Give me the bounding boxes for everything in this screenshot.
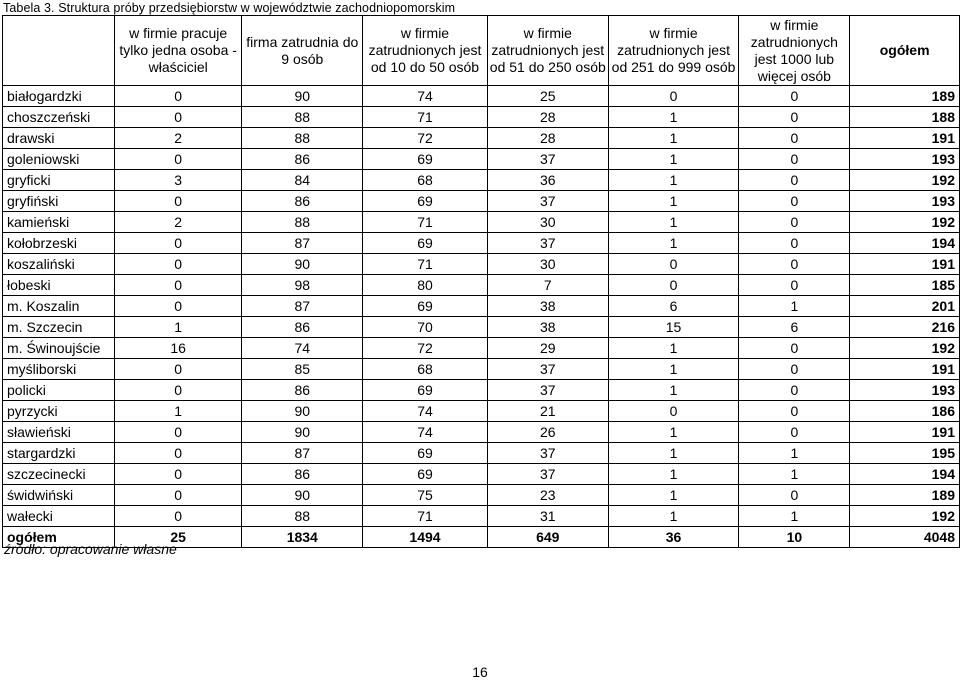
table-row <box>3 401 960 422</box>
table-row <box>3 128 960 149</box>
table-row <box>3 443 960 464</box>
10-to-50-cell: 69 <box>363 233 488 254</box>
10-to-50-cell: 69 <box>363 191 488 212</box>
one-person-cell: 0 <box>114 275 242 296</box>
51-to-250-cell: 37 <box>487 443 608 464</box>
10-to-50-cell: 80 <box>363 275 488 296</box>
1000-plus-cell: 0 <box>739 191 850 212</box>
county-cell: wałecki <box>3 506 115 527</box>
total-cell: 185 <box>850 275 960 296</box>
10-to-50-cell: 72 <box>363 128 488 149</box>
251-to-999-cell: 0 <box>608 401 739 422</box>
up-to-9-cell: 90 <box>242 254 363 275</box>
10-to-50-cell: 74 <box>363 401 488 422</box>
total-cell: 192 <box>850 170 960 191</box>
1000-plus-cell: 0 <box>739 338 850 359</box>
1000-plus-cell: 6 <box>739 317 850 338</box>
table-row <box>3 275 960 296</box>
251-to-999-cell: 15 <box>608 317 739 338</box>
up-to-9-cell: 90 <box>242 422 363 443</box>
251-to-999-cell: 1 <box>608 422 739 443</box>
county-cell: m. Koszalin <box>3 296 115 317</box>
total-cell: 192 <box>850 212 960 233</box>
total-cell: 191 <box>850 359 960 380</box>
one-person-cell: 0 <box>114 506 242 527</box>
10-to-50-cell: 71 <box>363 254 488 275</box>
up-to-9-cell: 87 <box>242 296 363 317</box>
up-to-9-cell: 88 <box>242 212 363 233</box>
10-to-50-cell: 69 <box>363 443 488 464</box>
source-note: źródło: opracowanie własne <box>4 541 177 557</box>
header-51-to-250: w firmie zatrudnionych jest od 51 do 250 osób <box>487 16 608 86</box>
table-row <box>3 86 960 107</box>
header-total: ogółem <box>850 16 960 86</box>
one-person-cell: 0 <box>114 485 242 506</box>
one-person-cell: 2 <box>114 128 242 149</box>
header-1000-plus: w firmie zatrudnionych jest 1000 lub więcej osób <box>739 16 850 86</box>
up-to-9-cell: 1834 <box>242 527 363 548</box>
up-to-9-cell: 86 <box>242 317 363 338</box>
10-to-50-cell: 69 <box>363 296 488 317</box>
up-to-9-cell: 90 <box>242 86 363 107</box>
county-cell: pyrzycki <box>3 401 115 422</box>
county-cell: kamieński <box>3 212 115 233</box>
header-251-to-999: w firmie zatrudnionych jest od 251 do 999 osób <box>608 16 739 86</box>
up-to-9-cell: 88 <box>242 107 363 128</box>
51-to-250-cell: 28 <box>487 107 608 128</box>
up-to-9-cell: 74 <box>242 338 363 359</box>
251-to-999-cell: 1 <box>608 464 739 485</box>
1000-plus-cell: 0 <box>739 422 850 443</box>
1000-plus-cell: 1 <box>739 443 850 464</box>
table-row <box>3 485 960 506</box>
one-person-cell: 0 <box>114 107 242 128</box>
header-10-to-50: w firmie zatrudnionych jest od 10 do 50 osób <box>363 16 488 86</box>
county-cell: m. Świnoujście <box>3 338 115 359</box>
county-cell: choszczeński <box>3 107 115 128</box>
page-number: 16 <box>472 664 488 680</box>
county-cell: gryfiński <box>3 191 115 212</box>
table-row <box>3 422 960 443</box>
251-to-999-cell: 1 <box>608 443 739 464</box>
51-to-250-cell: 28 <box>487 128 608 149</box>
1000-plus-cell: 0 <box>739 485 850 506</box>
county-cell: sławieński <box>3 422 115 443</box>
1000-plus-cell: 0 <box>739 380 850 401</box>
one-person-cell: 0 <box>114 359 242 380</box>
table-row <box>3 212 960 233</box>
up-to-9-cell: 86 <box>242 191 363 212</box>
10-to-50-cell: 69 <box>363 464 488 485</box>
10-to-50-cell: 71 <box>363 107 488 128</box>
total-cell: 192 <box>850 338 960 359</box>
one-person-cell: 0 <box>114 422 242 443</box>
table-caption <box>3 1 455 15</box>
one-person-cell: 0 <box>114 233 242 254</box>
county-cell: m. Szczecin <box>3 317 115 338</box>
table-row <box>3 107 960 128</box>
county-cell: goleniowski <box>3 149 115 170</box>
total-cell: 193 <box>850 380 960 401</box>
251-to-999-cell: 1 <box>608 485 739 506</box>
1000-plus-cell: 0 <box>739 170 850 191</box>
up-to-9-cell: 88 <box>242 506 363 527</box>
table-row <box>3 149 960 170</box>
251-to-999-cell: 0 <box>608 254 739 275</box>
total-cell: 191 <box>850 254 960 275</box>
1000-plus-cell: 0 <box>739 86 850 107</box>
table-row <box>3 317 960 338</box>
251-to-999-cell: 1 <box>608 128 739 149</box>
51-to-250-cell: 37 <box>487 233 608 254</box>
251-to-999-cell: 1 <box>608 170 739 191</box>
county-cell: gryficki <box>3 170 115 191</box>
county-cell: białogardzki <box>3 86 115 107</box>
51-to-250-cell: 29 <box>487 338 608 359</box>
table-row <box>3 359 960 380</box>
251-to-999-cell: 1 <box>608 380 739 401</box>
10-to-50-cell: 71 <box>363 212 488 233</box>
up-to-9-cell: 85 <box>242 359 363 380</box>
table-row <box>3 254 960 275</box>
total-cell: 191 <box>850 422 960 443</box>
county-cell: świdwiński <box>3 485 115 506</box>
one-person-cell: 1 <box>114 401 242 422</box>
total-cell: 191 <box>850 128 960 149</box>
251-to-999-cell: 1 <box>608 359 739 380</box>
county-cell: policki <box>3 380 115 401</box>
table-row <box>3 296 960 317</box>
51-to-250-cell: 25 <box>487 86 608 107</box>
county-cell: szczecinecki <box>3 464 115 485</box>
total-cell: 193 <box>850 191 960 212</box>
county-cell: łobeski <box>3 275 115 296</box>
10-to-50-cell: 69 <box>363 380 488 401</box>
10-to-50-cell: 68 <box>363 170 488 191</box>
1000-plus-cell: 0 <box>739 401 850 422</box>
one-person-cell: 1 <box>114 317 242 338</box>
51-to-250-cell: 37 <box>487 149 608 170</box>
up-to-9-cell: 86 <box>242 149 363 170</box>
51-to-250-cell: 37 <box>487 359 608 380</box>
up-to-9-cell: 90 <box>242 485 363 506</box>
header-up-to-9: firma zatrudnia do 9 osób <box>242 16 363 86</box>
up-to-9-cell: 86 <box>242 464 363 485</box>
table-caption-text: Tabela 3. Struktura próby przedsiębiorstw w województwie zachodniopomorskim <box>3 1 456 15</box>
county-cell: koszaliński <box>3 254 115 275</box>
up-to-9-cell: 87 <box>242 233 363 254</box>
51-to-250-cell: 37 <box>487 380 608 401</box>
51-to-250-cell: 37 <box>487 464 608 485</box>
header-county <box>3 16 115 86</box>
total-cell: 189 <box>850 86 960 107</box>
51-to-250-cell: 23 <box>487 485 608 506</box>
total-cell: 201 <box>850 296 960 317</box>
1000-plus-cell: 1 <box>739 296 850 317</box>
251-to-999-cell: 0 <box>608 86 739 107</box>
one-person-cell: 0 <box>114 296 242 317</box>
1000-plus-cell: 1 <box>739 464 850 485</box>
10-to-50-cell: 75 <box>363 485 488 506</box>
251-to-999-cell: 1 <box>608 212 739 233</box>
one-person-cell: 0 <box>114 464 242 485</box>
51-to-250-cell: 31 <box>487 506 608 527</box>
1000-plus-cell: 0 <box>739 254 850 275</box>
1000-plus-cell: 0 <box>739 233 850 254</box>
1000-plus-cell: 0 <box>739 359 850 380</box>
51-to-250-cell: 30 <box>487 212 608 233</box>
total-cell: 188 <box>850 107 960 128</box>
table-row <box>3 338 960 359</box>
1000-plus-cell: 0 <box>739 275 850 296</box>
251-to-999-cell: 1 <box>608 338 739 359</box>
251-to-999-cell: 1 <box>608 149 739 170</box>
10-to-50-cell: 74 <box>363 86 488 107</box>
1000-plus-cell: 0 <box>739 212 850 233</box>
10-to-50-cell: 68 <box>363 359 488 380</box>
one-person-cell: 0 <box>114 443 242 464</box>
251-to-999-cell: 36 <box>608 527 739 548</box>
total-cell: 216 <box>850 317 960 338</box>
header-one-person: w firmie pracuje tylko jedna osoba - właściciel <box>114 16 242 86</box>
251-to-999-cell: 1 <box>608 506 739 527</box>
sample-structure-table <box>2 15 960 548</box>
total-cell: 4048 <box>850 527 960 548</box>
51-to-250-cell: 36 <box>487 170 608 191</box>
table-row <box>3 380 960 401</box>
up-to-9-cell: 87 <box>242 443 363 464</box>
10-to-50-cell: 72 <box>363 338 488 359</box>
51-to-250-cell: 37 <box>487 191 608 212</box>
51-to-250-cell: 30 <box>487 254 608 275</box>
10-to-50-cell: 71 <box>363 506 488 527</box>
up-to-9-cell: 90 <box>242 401 363 422</box>
251-to-999-cell: 1 <box>608 233 739 254</box>
10-to-50-cell: 70 <box>363 317 488 338</box>
county-cell: myśliborski <box>3 359 115 380</box>
table-row <box>3 464 960 485</box>
total-cell: 193 <box>850 149 960 170</box>
county-cell: kołobrzeski <box>3 233 115 254</box>
251-to-999-cell: 0 <box>608 275 739 296</box>
total-cell: 194 <box>850 464 960 485</box>
10-to-50-cell: 1494 <box>363 527 488 548</box>
1000-plus-cell: 0 <box>739 107 850 128</box>
county-cell: stargardzki <box>3 443 115 464</box>
10-to-50-cell: 69 <box>363 149 488 170</box>
251-to-999-cell: 1 <box>608 191 739 212</box>
51-to-250-cell: 38 <box>487 296 608 317</box>
one-person-cell: 25 <box>114 527 242 548</box>
table-row <box>3 170 960 191</box>
one-person-cell: 0 <box>114 149 242 170</box>
table-row <box>3 191 960 212</box>
51-to-250-cell: 21 <box>487 401 608 422</box>
county-cell: drawski <box>3 128 115 149</box>
51-to-250-cell: 649 <box>487 527 608 548</box>
one-person-cell: 0 <box>114 254 242 275</box>
1000-plus-cell: 1 <box>739 506 850 527</box>
total-cell: 186 <box>850 401 960 422</box>
county-cell: ogółem <box>3 527 115 548</box>
1000-plus-cell: 0 <box>739 128 850 149</box>
table-row <box>3 233 960 254</box>
1000-plus-cell: 0 <box>739 149 850 170</box>
251-to-999-cell: 1 <box>608 107 739 128</box>
one-person-cell: 3 <box>114 170 242 191</box>
one-person-cell: 0 <box>114 86 242 107</box>
table-header-row <box>3 16 960 86</box>
51-to-250-cell: 7 <box>487 275 608 296</box>
one-person-cell: 0 <box>114 380 242 401</box>
up-to-9-cell: 86 <box>242 380 363 401</box>
10-to-50-cell: 74 <box>363 422 488 443</box>
table-row <box>3 506 960 527</box>
one-person-cell: 16 <box>114 338 242 359</box>
total-cell: 189 <box>850 485 960 506</box>
251-to-999-cell: 6 <box>608 296 739 317</box>
one-person-cell: 0 <box>114 191 242 212</box>
up-to-9-cell: 88 <box>242 128 363 149</box>
51-to-250-cell: 26 <box>487 422 608 443</box>
51-to-250-cell: 38 <box>487 317 608 338</box>
total-cell: 192 <box>850 506 960 527</box>
up-to-9-cell: 84 <box>242 170 363 191</box>
1000-plus-cell: 10 <box>739 527 850 548</box>
one-person-cell: 2 <box>114 212 242 233</box>
total-cell: 195 <box>850 443 960 464</box>
up-to-9-cell: 98 <box>242 275 363 296</box>
total-cell: 194 <box>850 233 960 254</box>
